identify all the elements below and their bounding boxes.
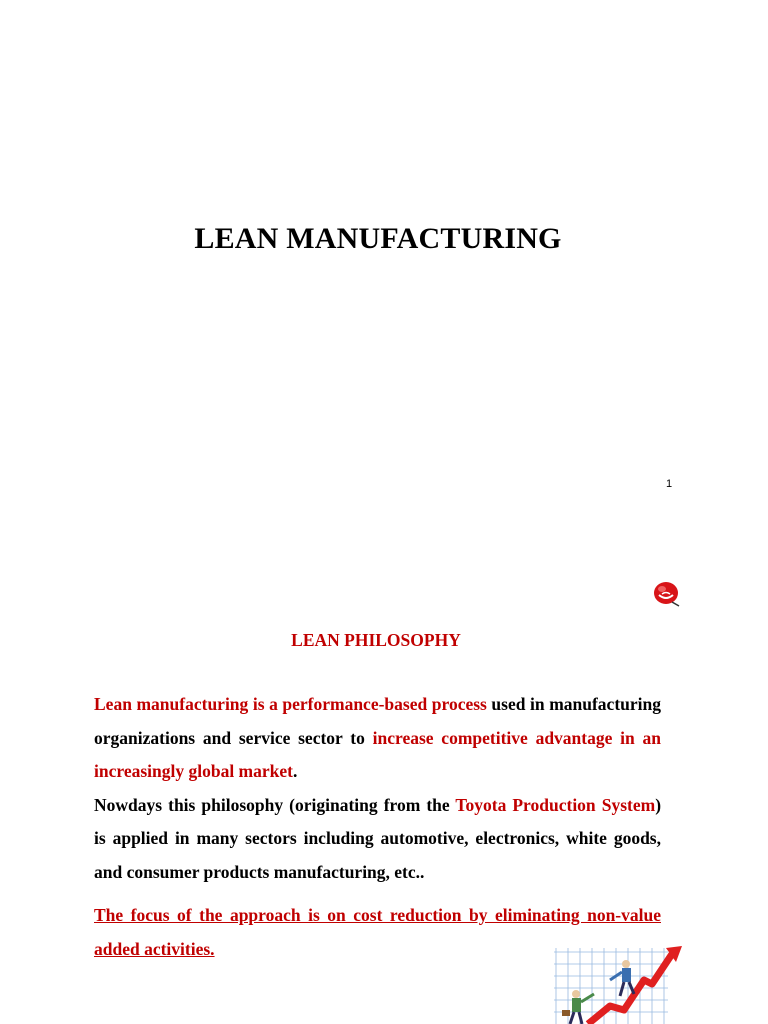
page-number: 1 xyxy=(666,478,673,490)
origin-text-end: ) is applied in many sectors including automotive, electronics, white goods, and consumer products manufacturing, etc.. xyxy=(94,794,662,882)
business-growth-clipart xyxy=(548,944,684,1024)
lean-definition-highlight: Lean manufacturing is a performance-based process xyxy=(94,694,487,714)
paragraph-origin xyxy=(94,789,661,890)
section-heading: LEAN PHILOSOPHY xyxy=(291,630,461,650)
document-title: LEAN MANUFACTURING xyxy=(194,222,562,255)
red-lips-icon xyxy=(652,580,682,608)
paragraph-lean-definition xyxy=(94,688,661,789)
paragraph-period: . xyxy=(292,761,298,781)
competitive-advantage-highlight: increase competitive advantage in an increasingly global market xyxy=(94,727,661,781)
focus-statement: The focus of the approach is on cost reduction by eliminating non-value added activities. xyxy=(94,905,661,959)
body-text xyxy=(94,688,661,966)
toyota-production-system-highlight: Toyota Production System xyxy=(455,794,656,815)
lean-definition-text: used in manufacturing organizations and service sector to xyxy=(94,694,661,748)
origin-text-start: Nowdays this philosophy (originating from the xyxy=(94,794,456,815)
